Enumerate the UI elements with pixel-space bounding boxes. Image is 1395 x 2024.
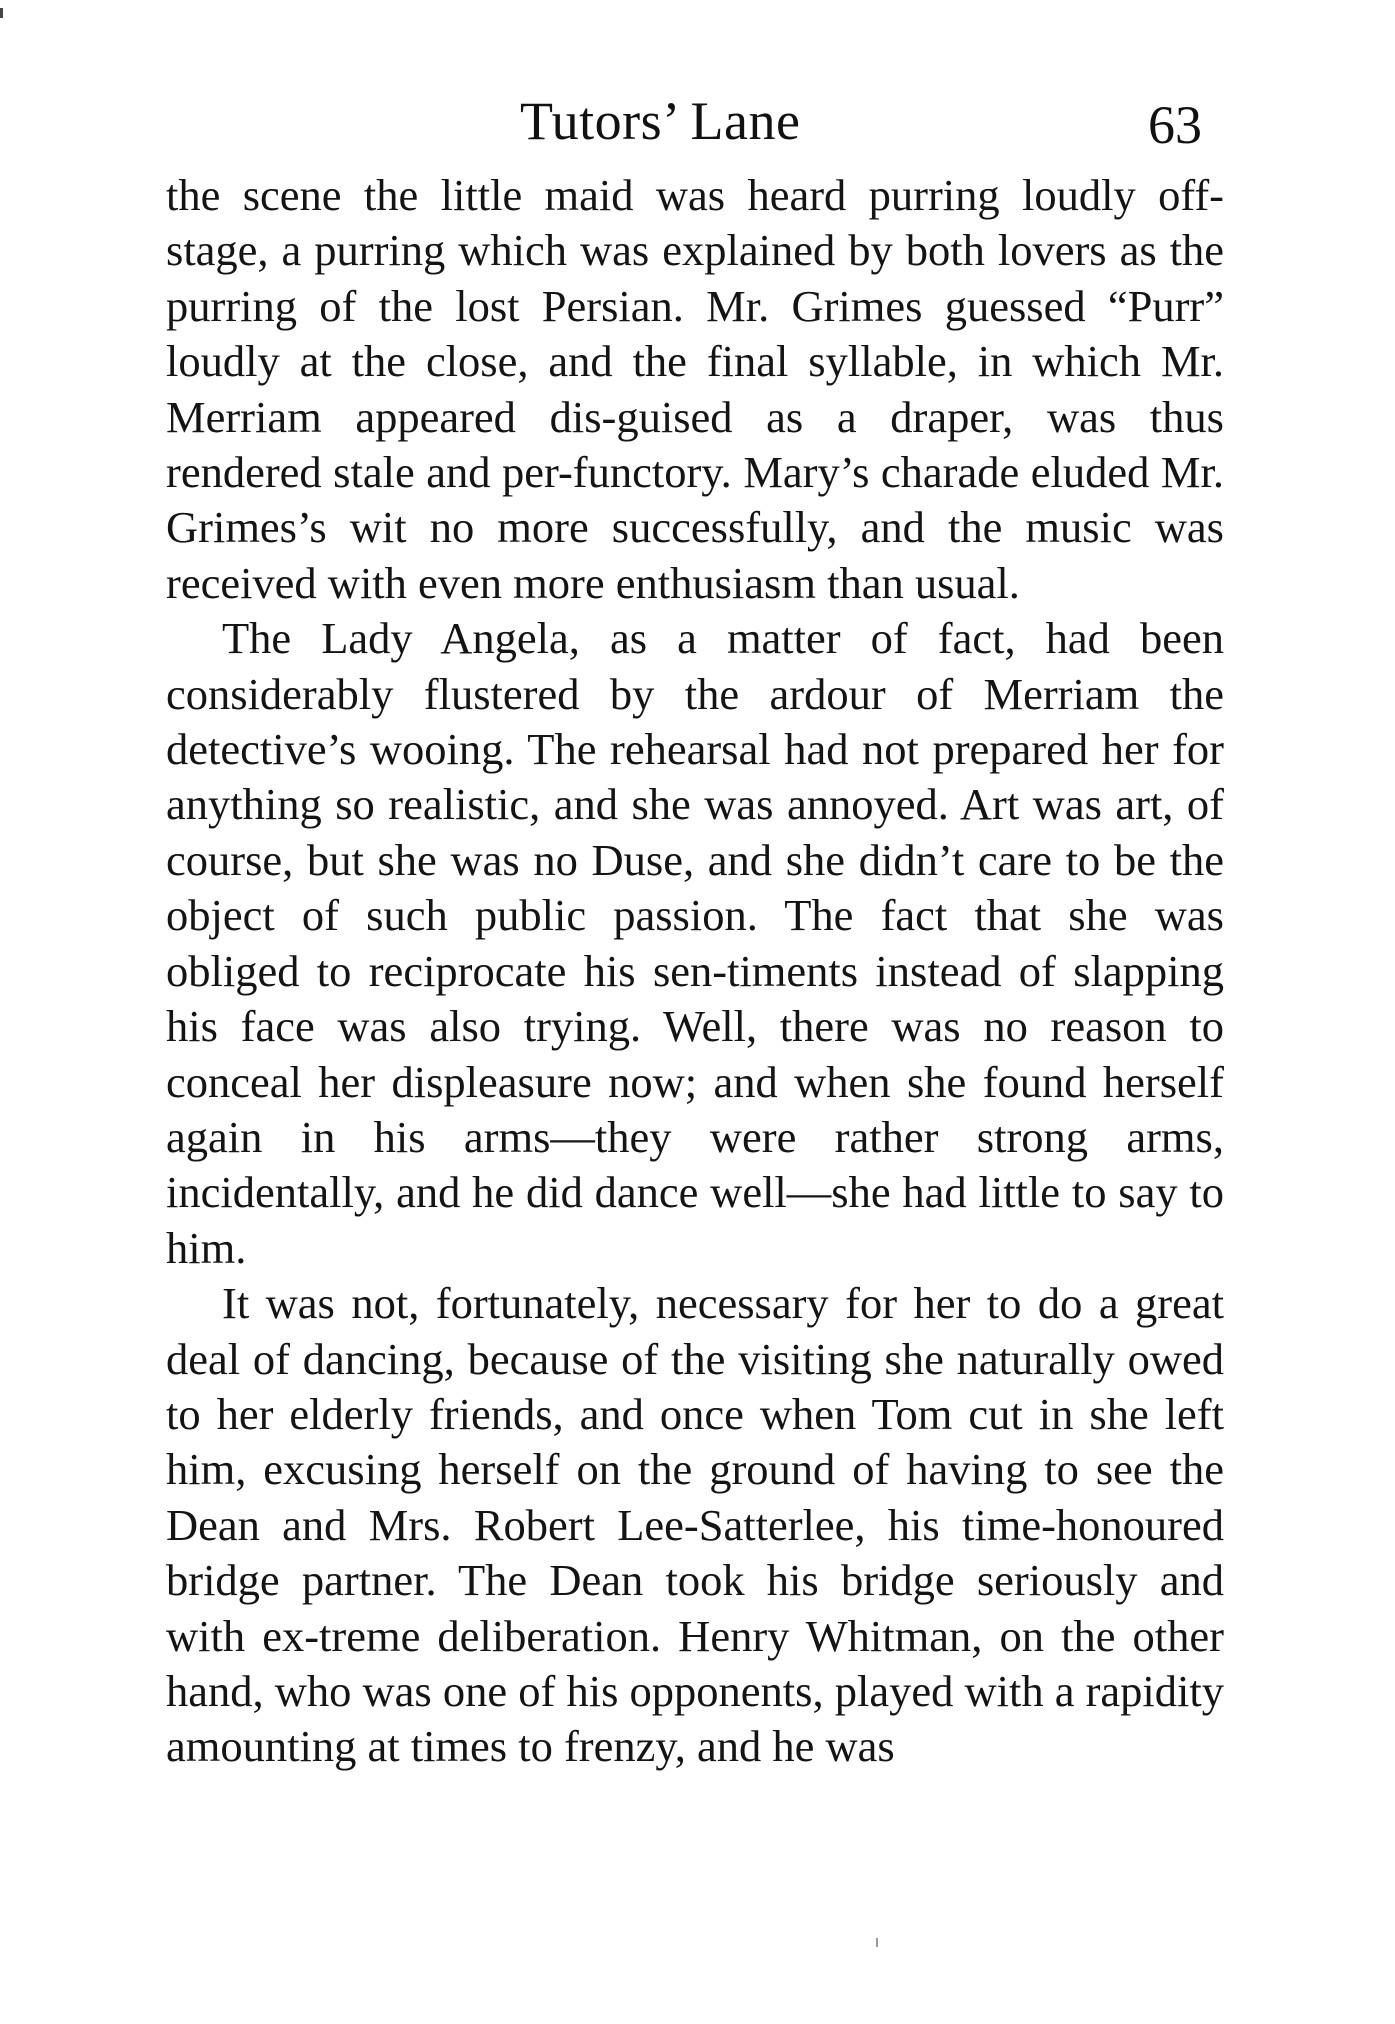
- running-title: Tutors’ Lane: [520, 91, 801, 151]
- body-text: [166, 168, 1224, 1775]
- scan-speck: [876, 1938, 878, 1947]
- scan-edge-mark: [0, 8, 3, 18]
- page-number: 63: [1148, 95, 1202, 155]
- paragraph-2: The Lady Angela, as a matter of fact, had been considerably flustered by the ardour of Merriam the detective’s wooing. The rehearsal had not prepared her for anything so realistic, and she was annoyed. Art was art, of course, but she was no Duse, and she didn’t care to be the object of such public passion. The fact that she was obliged to reciprocate his sen-timents instead of slapping his face was also trying. Well, there was no reason to conceal her displeasure now; and when she found herself again in his arms—they were rather strong arms, incidentally, and he did dance well—she had little to say to him.: [166, 613, 1224, 1273]
- paragraph-1: the scene the little maid was heard purring loudly off-stage, a purring which was explained by both lovers as the purring of the lost Persian. Mr. Grimes guessed “Purr” loudly at the close, and the final syllable, in which Mr. Merriam appeared dis-guised as a draper, was thus rendered stale and per-functory. Mary’s charade eluded Mr. Grimes’s wit no more successfully, and the music was received with even more enthusiasm than usual.: [166, 170, 1224, 608]
- paragraph-3: It was not, fortunately, necessary for her to do a great deal of dancing, because of the visiting she naturally owed to her elderly friends, and once when Tom cut in she left him, excusing herself on the ground of having to see the Dean and Mrs. Robert Lee-Satterlee, his time-honoured bridge partner. The Dean took his bridge seriously and with ex-treme deliberation. Henry Whitman, on the other hand, who was one of his opponents, played with a rapidity amounting at times to frenzy, and he was: [166, 1278, 1224, 1772]
- page-header: [0, 86, 1395, 156]
